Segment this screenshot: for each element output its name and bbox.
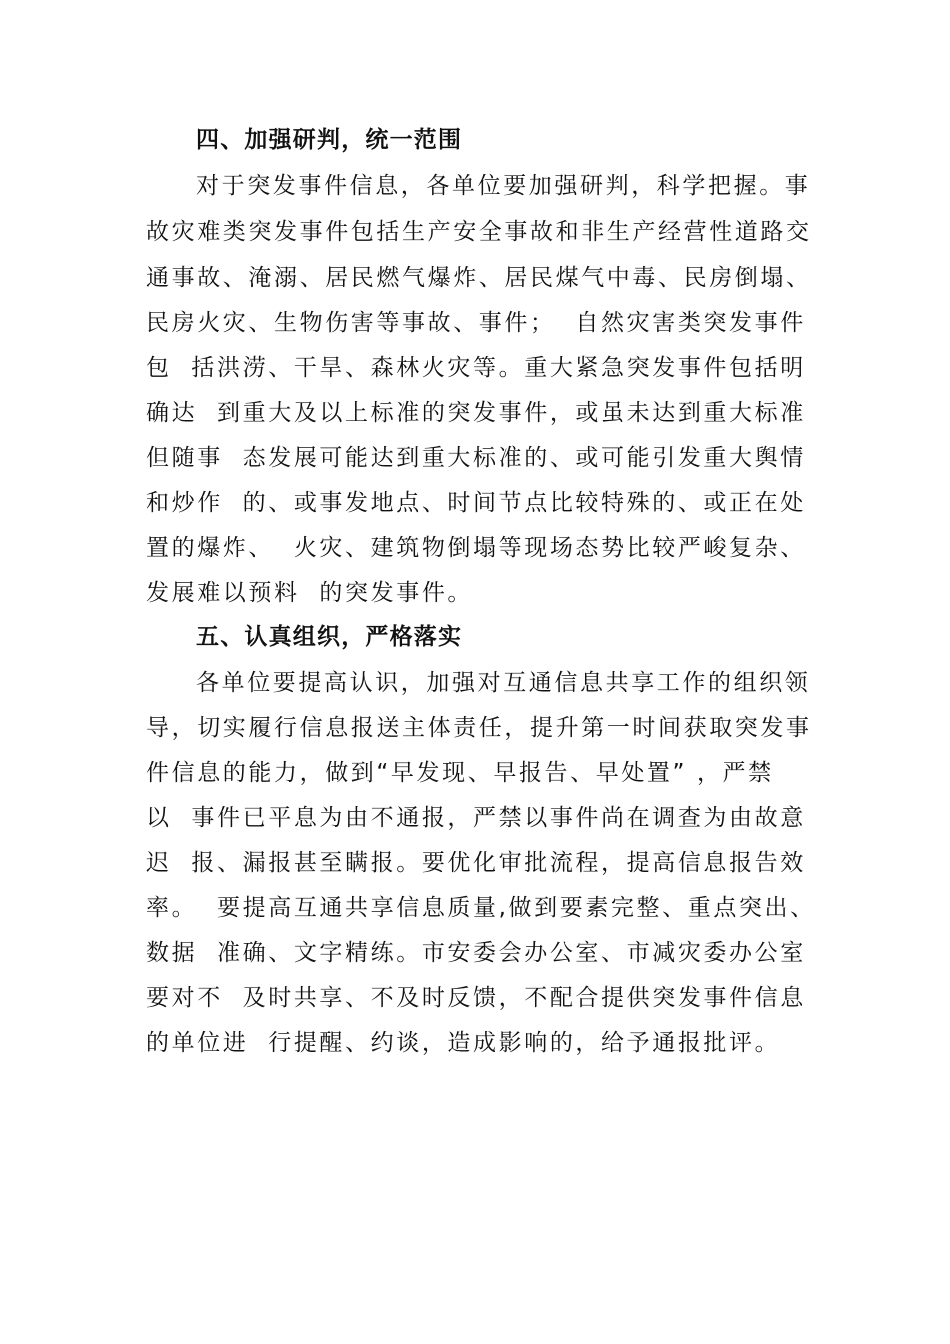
- section-5-line: 迟 报、漏报甚至瞒报。要优化审批流程，提高信息报告效: [146, 850, 806, 876]
- section-5-line: 件信息的能力，做到“早发现、早报告、早处置” ，严禁: [146, 760, 774, 786]
- section-5-heading: 五、认真组织，严格落实: [196, 624, 463, 650]
- section-4-line: 但随事 态发展可能达到重大标准的、或可能引发重大舆情: [146, 445, 806, 471]
- section-4-heading: 四、加强研判，统一范围: [196, 127, 463, 153]
- section-5-line: 以 事件已平息为由不通报，严禁以事件尚在调查为由故意: [146, 805, 806, 831]
- section-5-line: 数据 准确、文字精练。市安委会办公室、市减灾委办公室: [146, 940, 806, 966]
- section-4-line: 故灾难类突发事件包括生产安全事故和非生产经营性道路交: [146, 219, 812, 245]
- section-4-line: 发展难以预料 的突发事件。: [146, 580, 474, 606]
- section-5-line: 率。 要提高互通共享信息质量,做到要素完整、重点突出、: [146, 895, 816, 921]
- section-4-line: 对于突发事件信息，各单位要加强研判，科学把握。事: [196, 173, 811, 199]
- section-4-line: 和炒作 的、或事发地点、时间节点比较特殊的、或正在处: [146, 490, 806, 516]
- section-4-line: 通事故、淹溺、居民燃气爆炸、居民煤气中毒、民房倒塌、: [146, 265, 812, 291]
- section-5-line: 的单位进 行提醒、约谈，造成影响的，给予通报批评。: [146, 1030, 781, 1056]
- section-4-line: 民房火灾、生物伤害等事故、事件； 自然灾害类突发事件: [146, 310, 806, 336]
- section-5-line: 要对不 及时共享、不及时反馈，不配合提供突发事件信息: [146, 985, 806, 1011]
- section-5-line: 各单位要提高认识，加强对互通信息共享工作的组织领: [196, 670, 811, 696]
- section-5-line: 导，切实履行信息报送主体责任，提升第一时间获取突发事: [146, 715, 812, 741]
- section-4-line: 包 括洪涝、干旱、森林火灾等。重大紧急突发事件包括明: [146, 355, 806, 381]
- section-4-line: 确达 到重大及以上标准的突发事件，或虽未达到重大标准: [146, 400, 806, 426]
- section-4-line: 置的爆炸、 火灾、建筑物倒塌等现场态势比较严峻复杂、: [146, 535, 806, 561]
